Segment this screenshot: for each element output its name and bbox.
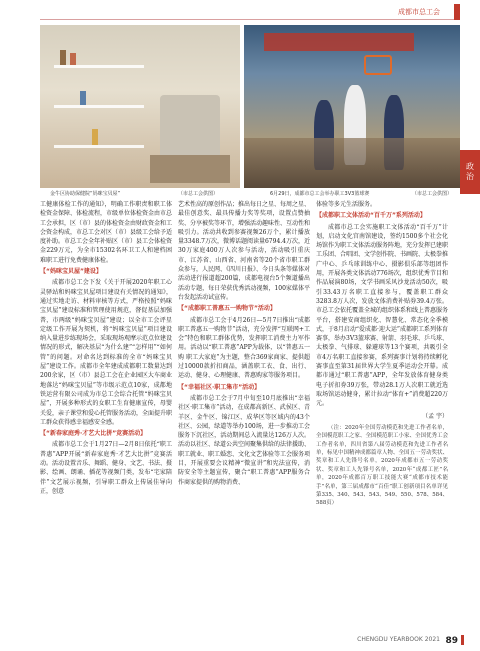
- column-2: [178, 200, 310, 487]
- photo-credit-left: （市总工会供图）: [178, 191, 219, 197]
- header-rule: [40, 19, 460, 20]
- section-heading: 【“成都职工普惠五一购物节”活动】: [178, 305, 276, 313]
- photo-credit-right: （市总工会供图）: [412, 191, 453, 197]
- section-heading: 【“幸福社区·职工集市”活动】: [178, 383, 261, 391]
- column-3: [316, 200, 448, 508]
- header-title: 成都市总工会: [398, 8, 440, 16]
- paragraph: 成都市总工会实施职工文体活动“百千万”计划，启动文化宫南馆建设，签约1500多个社会化场馆作为职工文体活动服务阵地，充分发挥已建职工乐团、合唱团、文学创作院、书画院、太极拳推广中心、乒乓球训练中心、摄影俱乐部等组团作用，开展各类文体活动776场次，组织优秀节目和作品展演80场，文学书画采风沙龙活动50次，吸引33.43万名职工直接参与，覆盖职工群众3283.8万人次，发放文体消费补贴券39.4万张。市总工会依托覆盖全城的组织体系和线上普惠服务平台，搭建安商组织化、智慧化、常态化全季模式，于8月启动“爱成都·迎大运”成都职工系列体育赛事，举办3V3篮球赛、射箭、羽毛球、乒乓球、太极拳、气排球、躲避球等13个赛项，共吸引全市4万名职工直接参赛，系列赛事计划将持续孵化赛事直至第31届世界大学生夏季运动会开幕。成都市通过“职工普惠”APP，全年发放体育健身类电子折扣券39万张，带动28.1万人次职工就近选取场馆运动健身，累计拉动“体育+”消费超220万元。: [316, 223, 449, 408]
- paragraph: 成都市总工会于7月中旬至10月底推出“幸福社区·职工集市”活动，在成都高新区、武侯区、青羊区、金牛区、锦江区、成华区等区域内的43个社区、公园，绿道等举办100场，进一步推动工会服务下沉社区，活动期间总入流量达126万人次。活动以社区、绿道公共空间聚集供给的法律援助、职工就业、职工婚恋、文化文艺体验等工会服务项目，开展重要会议精神“微宣讲”和宪法宣传，消防安全等主题宣传，聚合“职工普惠”APP服务合作商家提供的购物消费、: [178, 394, 311, 486]
- side-tab: 政治: [460, 150, 480, 194]
- header-marker: [454, 4, 460, 20]
- photo-caption-right: 6月29日，成都市总工会举办职工3V3篮球赛: [270, 191, 370, 197]
- section-heading: 【成都职工文体活动“百千万”系列活动】: [316, 212, 426, 220]
- photo-mommy-room: [40, 25, 240, 188]
- section-heading: 【“新春家庭秀·才艺大比拼”竞赛活动】: [40, 430, 147, 438]
- footnote: （注：2020年全国劳动模范和先进工作者名单，全国模范职工之家、全国模范职工小家、全国优秀工会工作者名单，四川省第八届劳动模范和先进工作者名单，标见中国精神成都篇章人物、全国五一劳动奖状、奖章和工人先锋号名单，2020年成都市五一劳动奖状、奖章和工人先锋号名单，2020年“成都工匠”名单，2020年成都百万职工技能大赛“成都市技术能手”名单，第三届成都市“百佳”职工创新项目名单详见第335、340、543、543、549、550、578、584、588页）: [316, 424, 448, 507]
- footer-marker: [461, 635, 464, 645]
- footer-journal: CHENGDU YEARBOOK 2021: [357, 636, 440, 643]
- paragraph: 艺术性高的原创作品；推出每日之星、每周之星、最佳创意奖、最具传播力奖等奖项，设置点赞抽奖、分享被奖等环节，增强活动趣味性、互动性和吸引力。活动共收到参赛视频26万个，累计播放量3348.7万次，微博话题阅读量6794.4万次，近30万家庭400万人次参与活动，活动吸引重庆市、江苏省、山西省、河南省等20个省市职工群众参与，人民网、《四川日报》、今日头条等媒体对活动进行报道超200篇，成都电视台5个频道播出活动专题，每日荣获优秀活动视频，100家媒体平台发起活动试宣传。: [178, 201, 311, 301]
- paragraph: 体验等多元生活服务。: [316, 201, 377, 208]
- column-1: [40, 200, 172, 496]
- author-signature: （孟 宇）: [422, 412, 448, 420]
- paragraph: 成都市总工会于4月26日—5月7日推出“成都职工普惠五一购物节”活动，充分发挥“互联网+工会”特色和职工群体优势，发挥职工消费主力军作用。活动以“职工普惠”APP为载体，以“普惠五一购 职工大家庭”为主题，整合369家商家、提供超过10000款折扣商品，涵盖职工衣、食、出行、运动、健身、心理健康、普惠购家等服务项目。: [178, 316, 310, 380]
- paragraph: 成都市总工会于1月27日—2月8日依托“职工普惠”APP开展“新春家庭秀·才艺大比拼”竞赛活动。活动设置音乐、舞蹈、健身、文艺、书法、摄影、绘画、朗诵、插花等视频门类，发布“宅家陪伴”文艺展示视频，引导职工群众上传展佳导向正，创意: [40, 441, 173, 495]
- paragraph: 成都市总工会下发《关于开展2020年职工心灵驿站和妈咪宝贝屋项目建设有关情况的通知》，通过实地走访、材料审核等方式，严格按照“妈咪宝贝屋”建设标准和管理使用规范，督促基层加强普，市两级“妈咪宝贝屋”建设；以全市工会评星定级工作开展为契机，将“妈咪宝贝屋”项目建设纳入量进步练现场会，采取现场观摩示范点位建设情况的形式，解决基层“为什么建”“怎样用”“如何管”的问题。对命名达到标准的全市“妈咪宝贝屋”建设工作。成都市全年建成成都职工数量达到200余家，区（市）县总工会在企业园区大车商业地落达“妈咪宝贝屋”等市级示范点10家，成都地铁运营有限公司成为市总工会综合托管“妈咪宝贝屋”，开展多种形式的女职工生育健康宣传，母婴关爱，亲子课堂和爱心托管服务活动，全面提升职工群众获得感幸福感安全感。: [40, 279, 173, 426]
- page-number: 89: [445, 636, 458, 646]
- section-heading: 【“妈咪宝贝屋”建设】: [40, 268, 102, 276]
- photo-caption-left: 金牛区协助保健院“妈咪宝贝屋”: [50, 191, 121, 197]
- paragraph: 工健康体检工作的通知》，明确工作职责和职工体检资金保障、体检流程，市级单位体检资金由市总工会承担，区（市）县的体检资金由财政资金和工会资金构成，市总工会对区（市）县级工会给予适度补助。市总工会全年补贴区（市）县工会体检资金229万元，为全市15302名环卫工人和建档困难职工进行免费健康体检。: [40, 201, 173, 264]
- photo-basketball: [244, 25, 460, 188]
